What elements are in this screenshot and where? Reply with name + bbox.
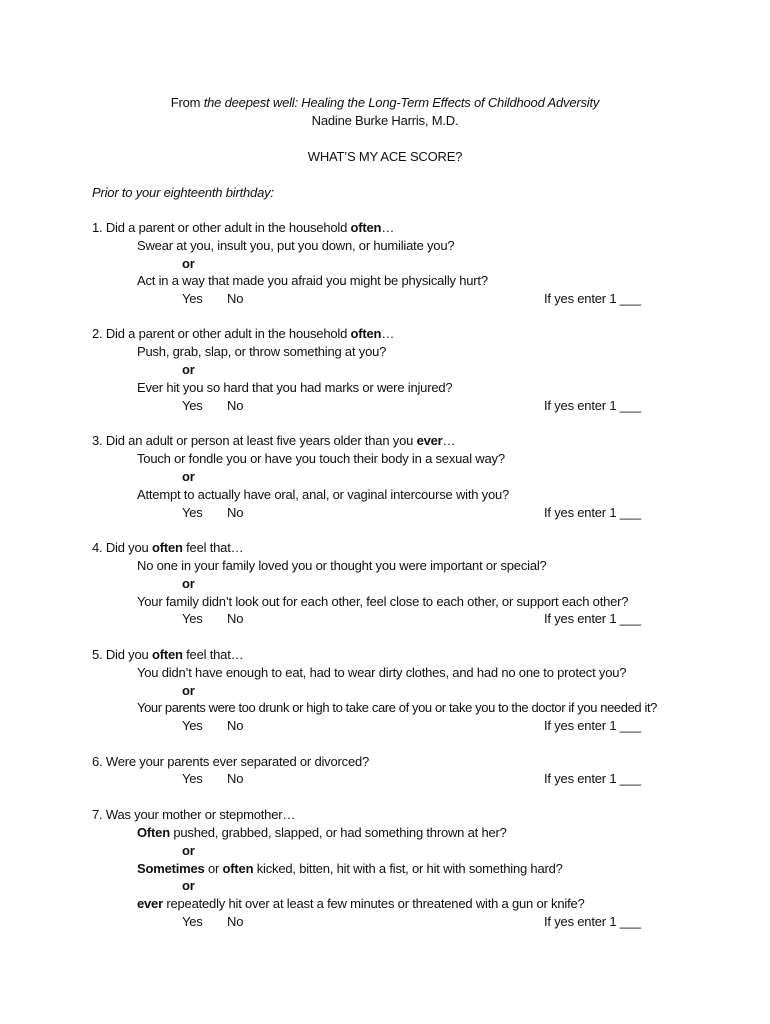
source-title: the deepest well: Healing the Long-Term Effects of Childhood Adversity	[203, 95, 600, 110]
or-label: or	[182, 843, 195, 858]
question-line: Your parents were too drunk or high to take care of you or take you to the doctor if you needed it?	[137, 700, 657, 715]
question-line: Ever hit you so hard that you had marks or were injured?	[137, 380, 453, 395]
score-field[interactable]: If yes enter 1 ___	[544, 718, 641, 733]
or-label: or	[182, 362, 195, 377]
question-stem: 7. Was your mother or stepmother…	[92, 807, 296, 822]
or-label: or	[182, 576, 195, 591]
yes-option[interactable]: Yes	[182, 505, 203, 520]
score-field[interactable]: If yes enter 1 ___	[544, 291, 641, 306]
or-label: or	[182, 469, 195, 484]
question-line: Your family didn’t look out for each other, feel close to each other, or support each other?	[137, 594, 629, 609]
yes-option[interactable]: Yes	[182, 398, 203, 413]
question-stem: 6. Were your parents ever separated or divorced?	[92, 754, 370, 769]
question-line: Swear at you, insult you, put you down, or humiliate you?	[137, 238, 455, 253]
or-label: or	[182, 256, 195, 271]
question-line: Often pushed, grabbed, slapped, or had something thrown at her?	[137, 825, 507, 840]
yes-option[interactable]: Yes	[182, 771, 203, 786]
question-line: Touch or fondle you or have you touch their body in a sexual way?	[137, 451, 505, 466]
question-stem: 3. Did an adult or person at least five years older than you ever…	[92, 433, 456, 448]
no-option[interactable]: No	[227, 505, 244, 520]
question-line: Attempt to actually have oral, anal, or vaginal intercourse with you?	[137, 487, 510, 502]
no-option[interactable]: No	[227, 611, 244, 626]
yes-option[interactable]: Yes	[182, 718, 203, 733]
question-line: Sometimes or often kicked, bitten, hit with a fist, or hit with something hard?	[137, 861, 563, 876]
intro-text: Prior to your eighteenth birthday:	[92, 185, 274, 200]
question-line: Push, grab, slap, or throw something at you?	[137, 344, 387, 359]
yes-option[interactable]: Yes	[182, 291, 203, 306]
question-stem: 1. Did a parent or other adult in the household often…	[92, 220, 395, 235]
score-field[interactable]: If yes enter 1 ___	[544, 398, 641, 413]
no-option[interactable]: No	[227, 718, 244, 733]
question-stem: 2. Did a parent or other adult in the household often…	[92, 326, 395, 341]
no-option[interactable]: No	[227, 771, 244, 786]
question-line: No one in your family loved you or thought you were important or special?	[137, 558, 547, 573]
yes-option[interactable]: Yes	[182, 914, 203, 929]
question-line: Act in a way that made you afraid you might be physically hurt?	[137, 273, 488, 288]
page-title: WHAT’S MY ACE SCORE?	[307, 149, 463, 164]
source-line	[0, 94, 770, 112]
score-field[interactable]: If yes enter 1 ___	[544, 505, 641, 520]
score-field[interactable]: If yes enter 1 ___	[544, 914, 641, 929]
score-field[interactable]: If yes enter 1 ___	[544, 611, 641, 626]
question-stem: 4. Did you often feel that…	[92, 540, 244, 555]
question-line: You didn’t have enough to eat, had to wear dirty clothes, and had no one to protect you?	[137, 665, 627, 680]
no-option[interactable]: No	[227, 291, 244, 306]
yes-option[interactable]: Yes	[182, 611, 203, 626]
question-stem: 5. Did you often feel that…	[92, 647, 244, 662]
source-prefix: From	[170, 95, 204, 110]
author-line: Nadine Burke Harris, M.D.	[311, 113, 459, 128]
no-option[interactable]: No	[227, 914, 244, 929]
score-field[interactable]: If yes enter 1 ___	[544, 771, 641, 786]
or-label: or	[182, 683, 195, 698]
no-option[interactable]: No	[227, 398, 244, 413]
or-label: or	[182, 878, 195, 893]
question-line: ever repeatedly hit over at least a few minutes or threatened with a gun or knife?	[137, 896, 585, 911]
